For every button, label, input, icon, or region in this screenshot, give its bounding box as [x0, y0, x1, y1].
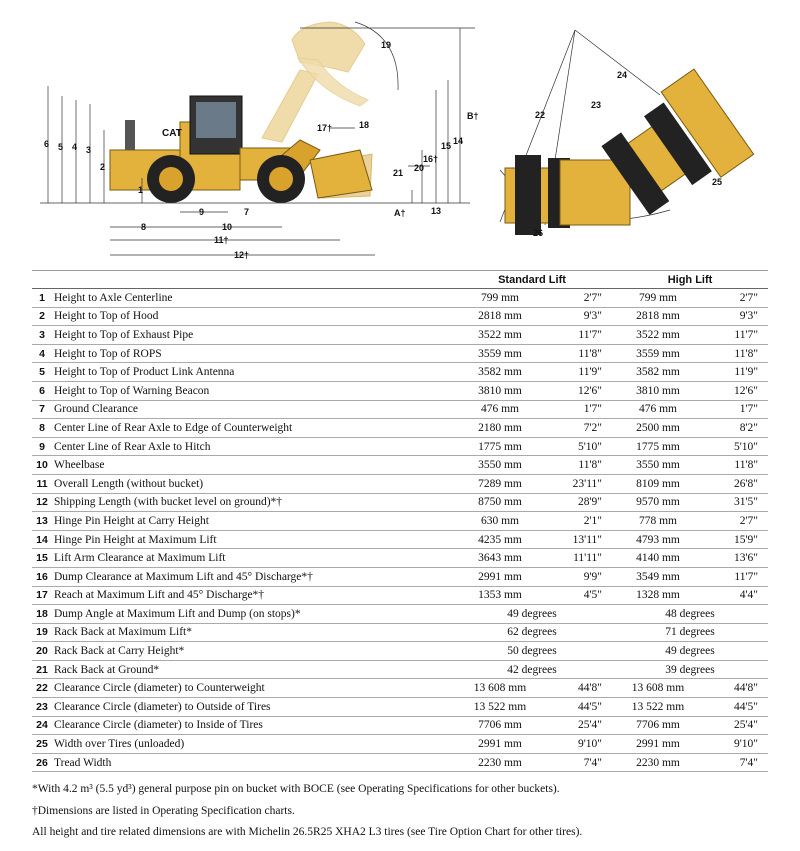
standard-lift-ft: 44'5" [548, 698, 612, 717]
row-number: 21 [32, 660, 52, 679]
dim-label-3: 3 [86, 145, 92, 155]
standard-lift-ft: 11'8" [548, 456, 612, 475]
row-number: 24 [32, 716, 52, 735]
dim-label-4: 4 [72, 142, 78, 152]
dim-label-21: 21 [393, 168, 404, 178]
table-row [32, 493, 768, 512]
standard-lift-ft: 4'5" [548, 586, 612, 605]
standard-lift-ft: 1'7" [548, 400, 612, 419]
standard-lift-ft: 7'2" [548, 419, 612, 438]
table-row [32, 437, 768, 456]
dimension-lines [40, 22, 475, 255]
standard-lift-ft: 25'4" [548, 716, 612, 735]
high-lift-ft: 1'7" [704, 400, 768, 419]
high-lift-ft: 11'8" [704, 456, 768, 475]
high-lift-mm: 476 mm [612, 400, 704, 419]
high-lift-ft: 31'5" [704, 493, 768, 512]
dimension-diagram [0, 0, 800, 262]
row-label: Lift Arm Clearance at Maximum Lift [52, 549, 452, 568]
high-lift-ft: 8'2" [704, 419, 768, 438]
standard-lift-mm: 799 mm [452, 289, 548, 308]
high-lift-ft: 11'7" [704, 326, 768, 345]
row-number: 15 [32, 549, 52, 568]
row-label: Width over Tires (unloaded) [52, 735, 452, 754]
high-lift-ft: 7'4" [704, 753, 768, 772]
row-number: 25 [32, 735, 52, 754]
row-label: Shipping Length (with bucket level on ground)*† [52, 493, 452, 512]
dim-label-8: 8 [141, 222, 147, 232]
high-lift-mm: 778 mm [612, 512, 704, 531]
table-row [32, 679, 768, 698]
high-lift-ft: 15'9" [704, 530, 768, 549]
high-lift-value: 71 degrees [612, 623, 768, 642]
dim-label-9: 9 [199, 207, 205, 217]
high-lift-value: 39 degrees [612, 660, 768, 679]
standard-lift-ft: 11'7" [548, 326, 612, 345]
row-number: 20 [32, 642, 52, 661]
standard-lift-ft: 9'9" [548, 567, 612, 586]
standard-lift-mm: 476 mm [452, 400, 548, 419]
row-label: Center Line of Rear Axle to Edge of Counterweight [52, 419, 452, 438]
high-lift-ft: 44'8" [704, 679, 768, 698]
row-label: Height to Top of Product Link Antenna [52, 363, 452, 382]
dim-label-5: 5 [58, 142, 64, 152]
high-lift-ft: 13'6" [704, 549, 768, 568]
standard-lift-mm: 7289 mm [452, 474, 548, 493]
dim-label-6: 6 [44, 139, 50, 149]
table-row [32, 735, 768, 754]
row-number: 13 [32, 512, 52, 531]
high-lift-mm: 13 608 mm [612, 679, 704, 698]
standard-lift-mm: 2991 mm [452, 735, 548, 754]
dim-label-22: 22 [535, 110, 546, 120]
row-label: Reach at Maximum Lift and 45° Discharge*† [52, 586, 452, 605]
standard-lift-ft: 7'4" [548, 753, 612, 772]
row-number: 16 [32, 567, 52, 586]
row-label: Clearance Circle (diameter) to Outside of Tires [52, 698, 452, 717]
table-header-row [32, 271, 768, 289]
high-lift-mm: 3810 mm [612, 381, 704, 400]
dim-label-12: 12† [234, 250, 250, 260]
table-row [32, 307, 768, 326]
standard-lift-mm: 13 608 mm [452, 679, 548, 698]
footnote-tires: All height and tire related dimensions are with Michelin 26.5R25 XHA2 L3 tires (see Tire Option Chart for other tires). [32, 826, 583, 838]
standard-lift-ft: 44'8" [548, 679, 612, 698]
row-number: 7 [32, 400, 52, 419]
standard-lift-mm: 3559 mm [452, 344, 548, 363]
high-lift-value: 49 degrees [612, 642, 768, 661]
row-label: Dump Angle at Maximum Lift and Dump (on stops)* [52, 605, 452, 624]
table-row [32, 289, 768, 308]
dim-label-15: 15 [441, 141, 452, 151]
high-lift-mm: 8109 mm [612, 474, 704, 493]
row-number: 17 [32, 586, 52, 605]
high-lift-ft: 11'9" [704, 363, 768, 382]
row-label: Height to Axle Centerline [52, 289, 452, 308]
dim-label-13: 13 [431, 206, 442, 216]
standard-lift-mm: 2230 mm [452, 753, 548, 772]
row-label: Rack Back at Carry Height* [52, 642, 452, 661]
high-lift-mm: 3550 mm [612, 456, 704, 475]
high-lift-mm: 4793 mm [612, 530, 704, 549]
standard-lift-mm: 3643 mm [452, 549, 548, 568]
row-label: Height to Top of Exhaust Pipe [52, 326, 452, 345]
standard-lift-ft: 23'11" [548, 474, 612, 493]
row-number: 9 [32, 437, 52, 456]
standard-lift-ft: 2'7" [548, 289, 612, 308]
row-label: Center Line of Rear Axle to Hitch [52, 437, 452, 456]
dim-label-a: A† [394, 208, 406, 218]
standard-lift-ft: 9'10" [548, 735, 612, 754]
high-lift-mm: 9570 mm [612, 493, 704, 512]
high-lift-mm: 13 522 mm [612, 698, 704, 717]
loader-side-view [110, 96, 372, 203]
dim-label-2: 2 [100, 162, 106, 172]
header-blank [32, 271, 452, 289]
table-row [32, 567, 768, 586]
high-lift-mm: 1328 mm [612, 586, 704, 605]
table-row [32, 753, 768, 772]
standard-lift-mm: 8750 mm [452, 493, 548, 512]
standard-lift-ft: 11'9" [548, 363, 612, 382]
table-row [32, 549, 768, 568]
footnote-dagger: †Dimensions are listed in Operating Specification charts. [32, 805, 295, 817]
row-number: 12 [32, 493, 52, 512]
high-lift-ft: 2'7" [704, 512, 768, 531]
table-row [32, 381, 768, 400]
high-lift-ft: 5'10" [704, 437, 768, 456]
high-lift-value: 48 degrees [612, 605, 768, 624]
table-row [32, 642, 768, 661]
row-number: 10 [32, 456, 52, 475]
standard-lift-mm: 7706 mm [452, 716, 548, 735]
row-label: Dump Clearance at Maximum Lift and 45° Discharge*† [52, 567, 452, 586]
standard-lift-mm: 2180 mm [452, 419, 548, 438]
table-row [32, 512, 768, 531]
table-row [32, 605, 768, 624]
loader-top-view [500, 30, 754, 235]
row-label: Tread Width [52, 753, 452, 772]
row-label: Height to Top of ROPS [52, 344, 452, 363]
high-lift-ft: 44'5" [704, 698, 768, 717]
row-label: Height to Top of Hood [52, 307, 452, 326]
row-label: Overall Length (without bucket) [52, 474, 452, 493]
row-label: Hinge Pin Height at Maximum Lift [52, 530, 452, 549]
high-lift-mm: 1775 mm [612, 437, 704, 456]
table-row [32, 400, 768, 419]
standard-lift-ft: 28'9" [548, 493, 612, 512]
standard-lift-mm: 3582 mm [452, 363, 548, 382]
standard-lift-ft: 2'1" [548, 512, 612, 531]
row-label: Ground Clearance [52, 400, 452, 419]
standard-lift-mm: 2991 mm [452, 567, 548, 586]
standard-lift-ft: 13'11" [548, 530, 612, 549]
standard-lift-mm: 3522 mm [452, 326, 548, 345]
table-row [32, 344, 768, 363]
standard-lift-mm: 630 mm [452, 512, 548, 531]
dim-label-1: 1 [138, 185, 144, 195]
row-label: Wheelbase [52, 456, 452, 475]
high-lift-ft: 9'10" [704, 735, 768, 754]
standard-lift-mm: 13 522 mm [452, 698, 548, 717]
high-lift-ft: 11'7" [704, 567, 768, 586]
row-number: 23 [32, 698, 52, 717]
table-body [32, 289, 768, 772]
row-label: Hinge Pin Height at Carry Height [52, 512, 452, 531]
high-lift-ft: 9'3" [704, 307, 768, 326]
standard-lift-value: 50 degrees [452, 642, 612, 661]
high-lift-mm: 3559 mm [612, 344, 704, 363]
standard-lift-ft: 11'11" [548, 549, 612, 568]
dim-label-17: 17† [317, 123, 333, 133]
standard-lift-mm: 1353 mm [452, 586, 548, 605]
dim-label-26: 26 [533, 228, 544, 238]
row-number: 5 [32, 363, 52, 382]
table-row [32, 660, 768, 679]
cat-logo: CAT [162, 128, 182, 139]
table-row [32, 623, 768, 642]
high-lift-mm: 4140 mm [612, 549, 704, 568]
header-high-lift: High Lift [612, 271, 768, 289]
row-label: Rack Back at Ground* [52, 660, 452, 679]
row-number: 4 [32, 344, 52, 363]
standard-lift-mm: 3550 mm [452, 456, 548, 475]
raised-bucket-ghost [262, 22, 368, 142]
dim-label-19: 19 [381, 40, 392, 50]
high-lift-mm: 3522 mm [612, 326, 704, 345]
dim-label-14: 14 [453, 136, 464, 146]
row-number: 2 [32, 307, 52, 326]
dim-label-10: 10 [222, 222, 233, 232]
high-lift-mm: 7706 mm [612, 716, 704, 735]
dim-label-11: 11† [214, 235, 229, 245]
row-number: 14 [32, 530, 52, 549]
standard-lift-ft: 11'8" [548, 344, 612, 363]
header-standard-lift: Standard Lift [452, 271, 612, 289]
high-lift-ft: 26'8" [704, 474, 768, 493]
high-lift-mm: 2991 mm [612, 735, 704, 754]
high-lift-mm: 3582 mm [612, 363, 704, 382]
high-lift-mm: 2500 mm [612, 419, 704, 438]
high-lift-mm: 799 mm [612, 289, 704, 308]
standard-lift-mm: 2818 mm [452, 307, 548, 326]
row-label: Height to Top of Warning Beacon [52, 381, 452, 400]
row-number: 1 [32, 289, 52, 308]
table-row [32, 698, 768, 717]
standard-lift-mm: 1775 mm [452, 437, 548, 456]
standard-lift-value: 62 degrees [452, 623, 612, 642]
dim-label-18: 18 [359, 120, 370, 130]
dim-label-23: 23 [591, 100, 602, 110]
row-number: 6 [32, 381, 52, 400]
high-lift-ft: 25'4" [704, 716, 768, 735]
dim-label-16: 16† [423, 154, 439, 164]
row-number: 18 [32, 605, 52, 624]
footnote-bucket: *With 4.2 m³ (5.5 yd³) general purpose pin on bucket with BOCE (see Operating Specifications for other buckets). [32, 783, 560, 795]
dim-label-24: 24 [617, 70, 628, 80]
table-row [32, 716, 768, 735]
table-row [32, 586, 768, 605]
row-number: 3 [32, 326, 52, 345]
high-lift-ft: 2'7" [704, 289, 768, 308]
standard-lift-ft: 9'3" [548, 307, 612, 326]
standard-lift-ft: 5'10" [548, 437, 612, 456]
row-number: 26 [32, 753, 52, 772]
high-lift-mm: 2818 mm [612, 307, 704, 326]
standard-lift-value: 49 degrees [452, 605, 612, 624]
standard-lift-value: 42 degrees [452, 660, 612, 679]
dim-label-20: 20 [414, 163, 425, 173]
high-lift-mm: 2230 mm [612, 753, 704, 772]
standard-lift-ft: 12'6" [548, 381, 612, 400]
high-lift-ft: 11'8" [704, 344, 768, 363]
high-lift-mm: 3549 mm [612, 567, 704, 586]
row-number: 22 [32, 679, 52, 698]
dim-label-b: B† [467, 111, 479, 121]
dimensions-table [32, 270, 768, 772]
standard-lift-mm: 4235 mm [452, 530, 548, 549]
table-row [32, 474, 768, 493]
table-row [32, 456, 768, 475]
table-row [32, 530, 768, 549]
row-label: Clearance Circle (diameter) to Counterweight [52, 679, 452, 698]
row-number: 8 [32, 419, 52, 438]
high-lift-ft: 4'4" [704, 586, 768, 605]
row-number: 11 [32, 474, 52, 493]
standard-lift-mm: 3810 mm [452, 381, 548, 400]
row-number: 19 [32, 623, 52, 642]
dim-label-7: 7 [244, 207, 250, 217]
dim-label-25: 25 [712, 177, 723, 187]
row-label: Clearance Circle (diameter) to Inside of Tires [52, 716, 452, 735]
table-row [32, 419, 768, 438]
table-row [32, 326, 768, 345]
row-label: Rack Back at Maximum Lift* [52, 623, 452, 642]
high-lift-ft: 12'6" [704, 381, 768, 400]
table-row [32, 363, 768, 382]
